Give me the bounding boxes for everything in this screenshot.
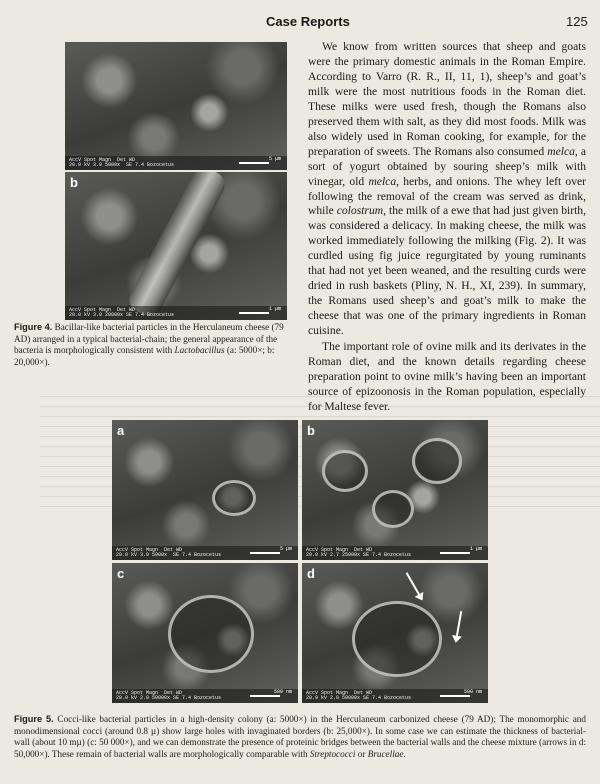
caption-label: Figure 5.	[14, 714, 54, 724]
caption-text: Bacillar-like bacterial particles in the Herculaneum cheese (79 AD) arranged in a typical bacterial-chain; the general appearance of the bacteria is morphologically consistent with	[14, 322, 284, 355]
body-text-run: , herbs, and onions. The whey left over following the removal of the cream was served as drink, while	[308, 174, 587, 218]
scale-label: 5 µm	[268, 156, 281, 162]
sem-info-text: AccV Spot Magn Det WD 20.0 kV 3.0 5000x SE 7.4 Bozocetus	[69, 157, 175, 168]
figure-4-panel-a	[65, 42, 287, 170]
sem-info-text: AccV Spot Magn Det WD 20.0 kV 3.0 5000x SE 7.4 Bozocetus	[116, 547, 222, 558]
figure-5-panel-b	[302, 420, 488, 560]
scale-bar	[250, 695, 280, 697]
body-text-column	[308, 40, 586, 415]
panel-label: c	[117, 566, 125, 581]
caption-genus: Brucellae	[367, 748, 404, 759]
bacterial-wall	[352, 601, 442, 677]
figure-5-caption	[14, 714, 586, 760]
panel-label: a	[117, 423, 125, 438]
caption-text: or	[355, 748, 368, 759]
figure-5-panel-d	[302, 563, 488, 703]
figure-5-panel-c	[112, 563, 298, 703]
scale-label: 500 nm	[273, 689, 292, 695]
scale-bar	[440, 695, 470, 697]
scale-bar	[239, 162, 269, 164]
scale-bar	[239, 312, 269, 314]
coccus-hole	[412, 438, 462, 484]
cocci-colony	[212, 480, 256, 516]
sem-info-text: AccV Spot Magn Det WD 20.0 kV 2.7 25000x SE 7.4 Bozocetus	[306, 547, 412, 558]
term-melca: melca	[547, 144, 575, 158]
scale-label: 1 µm	[268, 306, 281, 312]
scale-bar	[250, 552, 280, 554]
body-paragraph: The important role of ovine milk and its derivates in the Roman diet, and the known details regarding cheese preparation point to ovine milk’s having been an important source of epizoonosis in the Roman population, especially for Maltese fever.	[308, 340, 586, 413]
scale-label: 5 µm	[279, 546, 292, 552]
scale-label: 500 nm	[463, 689, 482, 695]
body-text-run: , a sort of yogurt obtained by souring sheep’s milk with vinegar, old	[308, 144, 586, 188]
caption-label: Figure 4.	[14, 322, 53, 332]
panel-label: d	[307, 566, 315, 581]
bacterial-wall	[168, 595, 254, 673]
figure-4-panel-b	[65, 172, 287, 320]
arrow-marker	[406, 572, 421, 596]
term-melca: melca	[368, 174, 397, 188]
body-paragraph	[308, 40, 586, 339]
figure-5-panel-a	[112, 420, 298, 560]
term-colostrum: colostrum	[336, 204, 384, 218]
page-number: 125	[566, 14, 588, 29]
caption-text: Cocci-like bacterial particles in a high-density colony (a: 5000×) in the Herculaneum carbonized cheese (79 AD); The monomorphic and monodimensional cocci (around 0.8 µ) show large holes with invaginated borders (b: 25,000×). In some case we can estimate the thickness of bacterial-wall (about 10 mµ) (c: 50 000×), and we can demonstrate the presence of proteinic bridges between the bacterial walls and the cheese mixture (arrows in d: 50,000×). These remain of bacterial walls are morphologically comparable with	[14, 714, 586, 759]
body-text-run: , the milk of a ewe that had just given birth, was considered a delicacy. In making cheese, the milk was worked immediately following the milking (Fig. 2). It was curdled using fig juice regurgitated by young ruminants that had not yet been weaned, and the resulting curds were dried in rush baskets (Pliny, N. H., XI, 239). In summary, the Romans used sheep’s and goat’s milk to make the cheese that was one of the primary ingredients in Roman cuisine.	[308, 204, 587, 338]
scale-bar	[440, 552, 470, 554]
sem-info-text: AccV Spot Magn Det WD 20.0 kV 2.8 50000x SE 7.4 Bozocetus	[116, 690, 222, 701]
coccus-hole	[372, 490, 414, 528]
sem-info-text: AccV Spot Magn Det WD 20.0 kV 2.8 50000x SE 7.4 Bozocetus	[306, 690, 412, 701]
running-header-title: Case Reports	[266, 14, 350, 29]
figure-4-caption	[14, 322, 296, 368]
caption-genus: Streptococci	[309, 748, 356, 759]
caption-text: .	[403, 748, 406, 759]
arrow-marker	[456, 611, 462, 637]
coccus-hole	[322, 450, 368, 492]
caption-genus: Lactobacillus	[174, 345, 225, 355]
sem-info-text: AccV Spot Magn Det WD 20.0 kV 3.0 20000x SE 7.4 Bozocetus	[69, 307, 175, 318]
panel-label: b	[70, 175, 78, 190]
bacterial-chain	[124, 172, 229, 320]
panel-label: b	[307, 423, 315, 438]
caption-text: (a: 5000×; b: 20,000×).	[14, 345, 275, 367]
body-text-run: We know from written sources that sheep and goats were the primary domestic animals in the Roman Empire. According to Varro (R. R., II, 11, 1), sheep’s and goat’s milk were the most nutritious foods in the Roman diet. These milks were used fresh, though the Romans also preserved them with salt, as they did most foods. Milk was also widely used in Roman cooking, for example, for the preparation of sweets. The Romans also consumed	[308, 40, 586, 158]
scale-label: 1 µm	[469, 546, 482, 552]
